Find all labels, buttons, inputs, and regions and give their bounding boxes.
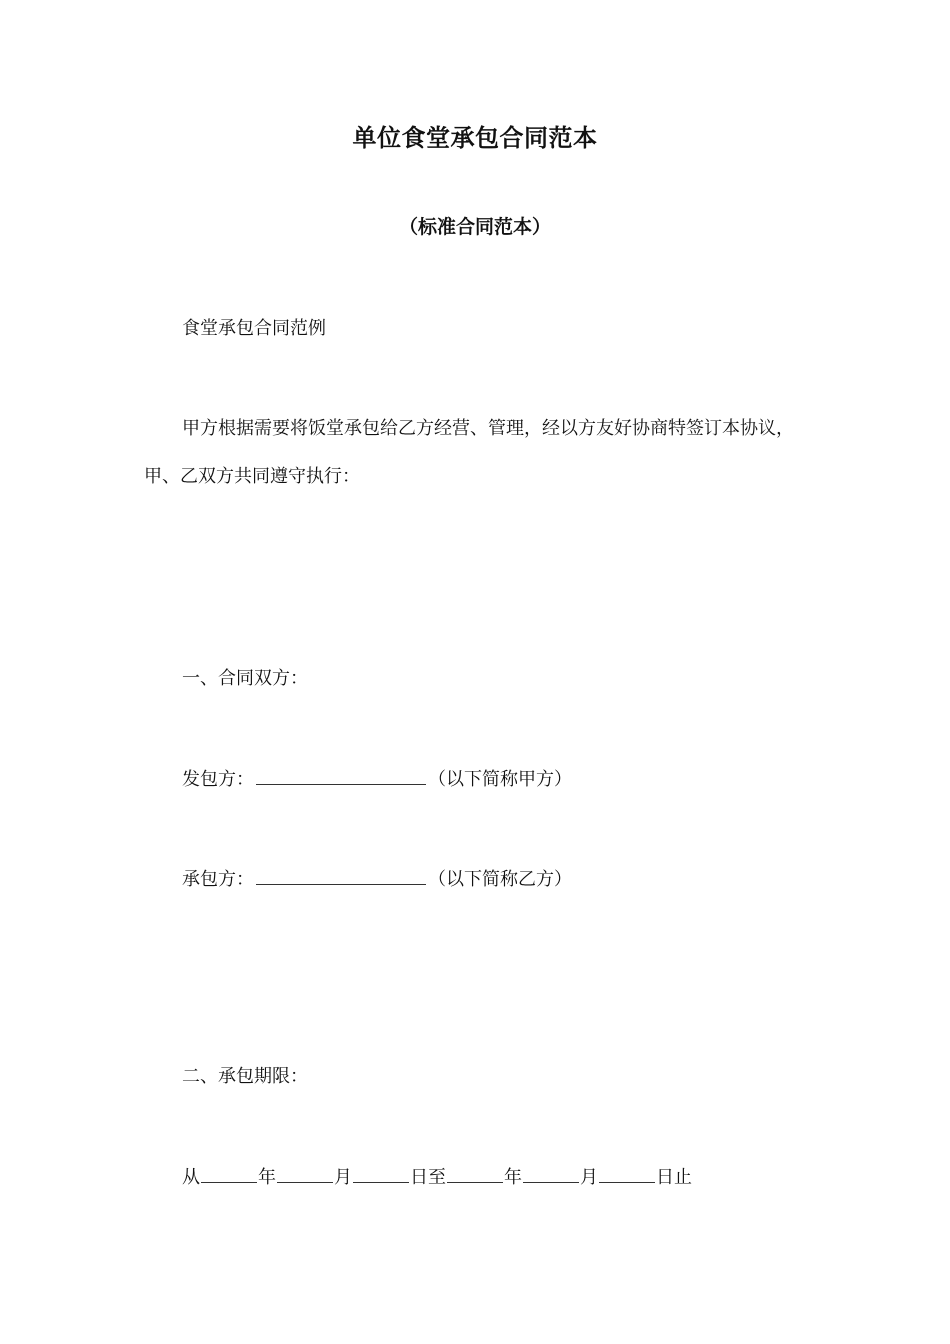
start-day-blank[interactable] <box>353 1162 409 1183</box>
start-month-blank[interactable] <box>277 1162 333 1183</box>
document-subtitle: （标准合同范本） <box>398 216 551 238</box>
party-a-note: （以下简称甲方） <box>428 769 572 790</box>
party-a-line <box>182 764 572 793</box>
term-date-line <box>182 1162 692 1191</box>
start-year-label: 年 <box>258 1167 276 1188</box>
party-b-line <box>182 864 572 893</box>
party-a-label: 发包方： <box>182 769 254 790</box>
end-year-label: 年 <box>504 1167 522 1188</box>
section1-heading: 一、合同双方： <box>182 668 308 689</box>
section2-heading: 二、承包期限： <box>182 1066 308 1087</box>
term-from-label: 从 <box>182 1167 200 1188</box>
end-day-blank[interactable] <box>599 1162 655 1183</box>
end-month-blank[interactable] <box>523 1162 579 1183</box>
intro-heading: 食堂承包合同范例 <box>182 318 326 339</box>
party-b-label: 承包方： <box>182 869 254 890</box>
end-day-label: 日止 <box>656 1167 692 1188</box>
end-month-label: 月 <box>580 1167 598 1188</box>
party-a-name-blank[interactable] <box>256 764 426 785</box>
preamble-paragraph: 甲方根据需要将饭堂承包给乙方经营、管理，经以方友好协商特签订本协议，甲、乙双方共同遵守执行： <box>144 418 794 487</box>
party-b-note: （以下简称乙方） <box>428 869 572 890</box>
document-title: 单位食堂承包合同范本 <box>352 124 598 152</box>
end-year-blank[interactable] <box>447 1162 503 1183</box>
start-year-blank[interactable] <box>201 1162 257 1183</box>
start-day-to-label: 日至 <box>410 1167 446 1188</box>
start-month-label: 月 <box>334 1167 352 1188</box>
party-b-name-blank[interactable] <box>256 864 426 885</box>
